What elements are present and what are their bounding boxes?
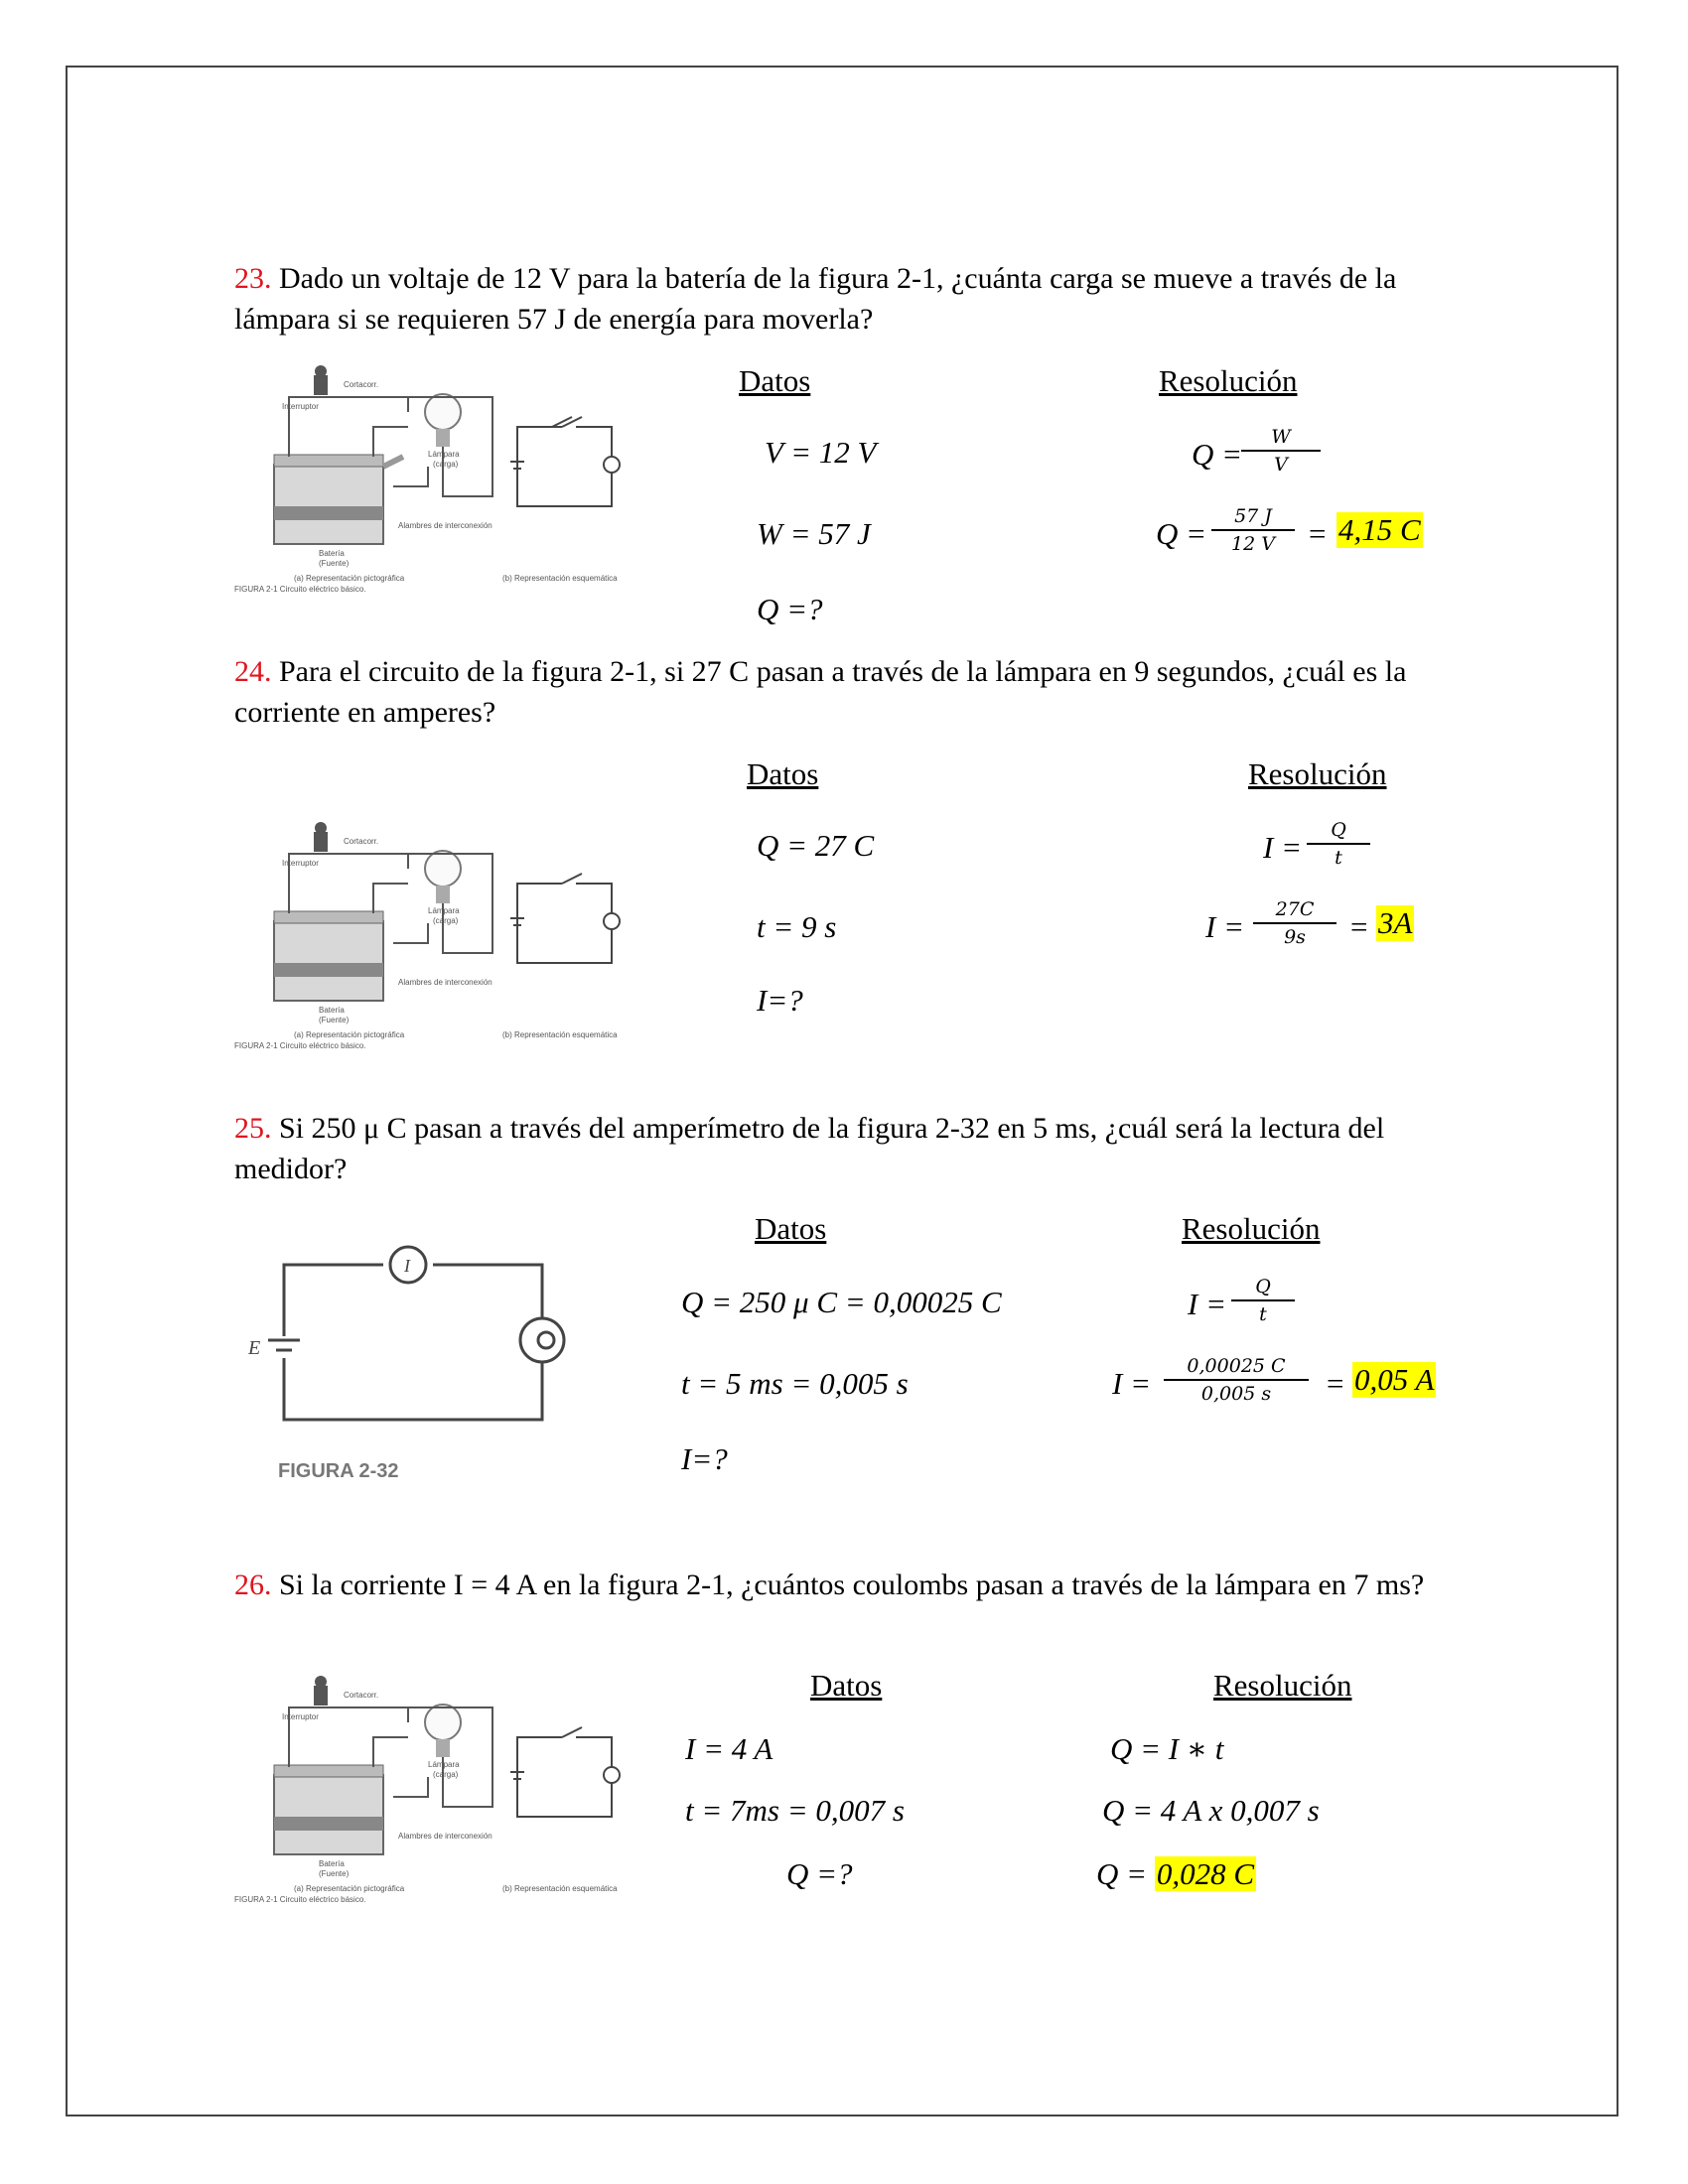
datos-line-2: t = 5 ms = 0,005 s [681,1366,909,1401]
caption-a: (a) Representación pictográfica [294,1030,405,1039]
formula-fraction [1231,1275,1295,1326]
substitution-fraction [1253,897,1336,949]
label-bateria: Batería [319,1006,345,1015]
label-alambres: Alambres de interconexión [398,1832,492,1841]
figure-caption: FIGURA 2-1 Circuito eléctrico básico. [234,1895,366,1904]
problem-text: Dado un voltaje de 12 V para la batería de la figura 2-1, ¿cuánta carga se mueve a través de la lámpara si se requieren 57 J de energía para moverla? [234,262,1397,336]
problem-number: 23. [234,262,272,295]
datos-line-1: Q = 250 μ C = 0,00025 C [681,1285,1002,1319]
resolution-line-2: Q = 4 A x 0,007 s [1102,1793,1320,1828]
meter-label: I [404,1256,410,1276]
substitution-lhs: I = [1112,1366,1151,1401]
datos-line-1: Q = 27 C [757,828,875,863]
problem-24-statement [234,651,1456,733]
numerator: Q [1255,1276,1271,1297]
label-fuente: (Fuente) [319,559,350,568]
problem-text: Para el circuito de la figura 2-1, si 27 C pasan a través de la lámpara en 9 segundos, ¿cuál es la corriente en amperes? [234,655,1407,729]
datos-heading: Datos [739,363,811,398]
label-alambres: Alambres de interconexión [398,521,492,530]
formula-fraction [1307,818,1370,870]
answer-highlight: 0,05 A [1354,1362,1435,1397]
caption-b: (b) Representación esquemática [502,1030,618,1039]
figure-caption: FIGURA 2-1 Circuito eléctrico básico. [234,585,366,594]
datos-line-1: I = 4 A [685,1731,774,1766]
label-carga: (carga) [433,460,459,469]
datos-line-3: I=? [757,983,803,1018]
source-label: E [248,1337,261,1359]
formula-lhs: I = [1263,830,1302,865]
numerator: 27C [1275,898,1315,920]
substitution-lhs: Q = [1156,516,1207,551]
datos-line-2: W = 57 J [757,516,871,551]
label-fuente: (Fuente) [319,1869,350,1878]
numerator: 57 J [1234,505,1272,527]
numerator: Q [1331,819,1346,841]
datos-heading: Datos [755,1211,827,1246]
answer-highlight: 4,15 C [1338,512,1421,547]
figure-2-1-image [234,357,632,596]
label-lampara: Lámpara [428,450,460,459]
label-fuente: (Fuente) [319,1016,350,1024]
resolucion-heading: Resolución [1248,756,1387,791]
problem-number: 25. [234,1112,272,1145]
formula-fraction [1241,425,1321,477]
numerator: W [1271,426,1291,448]
datos-heading: Datos [810,1668,883,1703]
problem-text: Si 250 μ C pasan a través del amperímetro de la figura 2-32 en 5 ms, ¿cuál será la lectura del medidor? [234,1112,1385,1185]
datos-line-2: t = 7ms = 0,007 s [685,1793,905,1828]
formula-lhs: I = [1188,1287,1226,1321]
label-cortacorr: Cortacorr. [344,1691,379,1700]
problem-number: 24. [234,655,272,688]
numerator: 0,00025 C [1187,1355,1286,1377]
substitution-lhs: I = [1205,909,1244,944]
figure-2-1-image [234,814,632,1052]
resolution-line-1: Q = I ∗ t [1110,1731,1224,1766]
caption-a: (a) Representación pictográfica [294,1884,405,1893]
resolucion-heading: Resolución [1182,1211,1321,1246]
caption-b: (b) Representación esquemática [502,574,618,583]
datos-heading: Datos [747,756,819,791]
datos-line-2: t = 9 s [757,909,837,944]
denominator: 0,005 s [1200,1383,1272,1405]
label-bateria: Batería [319,1859,345,1868]
substitution-fraction [1164,1354,1309,1406]
figure-caption: FIGURA 2-1 Circuito eléctrico básico. [234,1041,366,1050]
figure-2-32-image [248,1231,592,1489]
figure-2-1-image [234,1668,632,1906]
denominator: V [1274,454,1288,476]
label-interruptor: Interruptor [282,859,319,868]
denominator: 12 V [1231,533,1275,555]
caption-a: (a) Representación pictográfica [294,574,405,583]
figure-caption: FIGURA 2-32 [278,1460,399,1482]
denominator: t [1259,1303,1267,1325]
equals: = [1348,909,1369,944]
datos-line-1: V = 12 V [765,435,877,470]
label-interruptor: Interruptor [282,1712,319,1721]
datos-line-3: Q =? [786,1856,853,1891]
datos-line-3: I=? [681,1441,728,1476]
datos-line-3: Q =? [757,592,823,626]
problem-25-statement [234,1108,1456,1189]
label-carga: (carga) [433,916,459,925]
label-alambres: Alambres de interconexión [398,978,492,987]
problem-23-statement [234,258,1456,340]
equals: = [1325,1366,1345,1401]
label-bateria: Batería [319,549,345,558]
problem-text: Si la corriente I = 4 A en la figura 2-1, ¿cuántos coulombs pasan a través de la lámpara en 7 ms? [271,1569,1425,1601]
substitution-fraction [1211,504,1295,556]
caption-b: (b) Representación esquemática [502,1884,618,1893]
denominator: 9s [1284,926,1306,948]
problem-26-statement [234,1565,1456,1605]
label-lampara: Lámpara [428,1760,460,1769]
resolucion-heading: Resolución [1213,1668,1352,1703]
denominator: t [1335,847,1342,869]
label-interruptor: Interruptor [282,402,319,411]
problem-number: 26. [234,1569,272,1601]
resolucion-heading: Resolución [1159,363,1298,398]
resolution-line-3 [1096,1856,1256,1892]
equals: = [1307,516,1328,551]
label-cortacorr: Cortacorr. [344,837,379,846]
label-lampara: Lámpara [428,906,460,915]
label-cortacorr: Cortacorr. [344,380,379,389]
formula-lhs: Q = [1192,437,1243,472]
answer-highlight: 3A [1378,905,1413,940]
answer-highlight: 0,028 C [1156,1856,1254,1891]
label-carga: (carga) [433,1770,459,1779]
resolution-lhs: Q = [1096,1856,1155,1891]
